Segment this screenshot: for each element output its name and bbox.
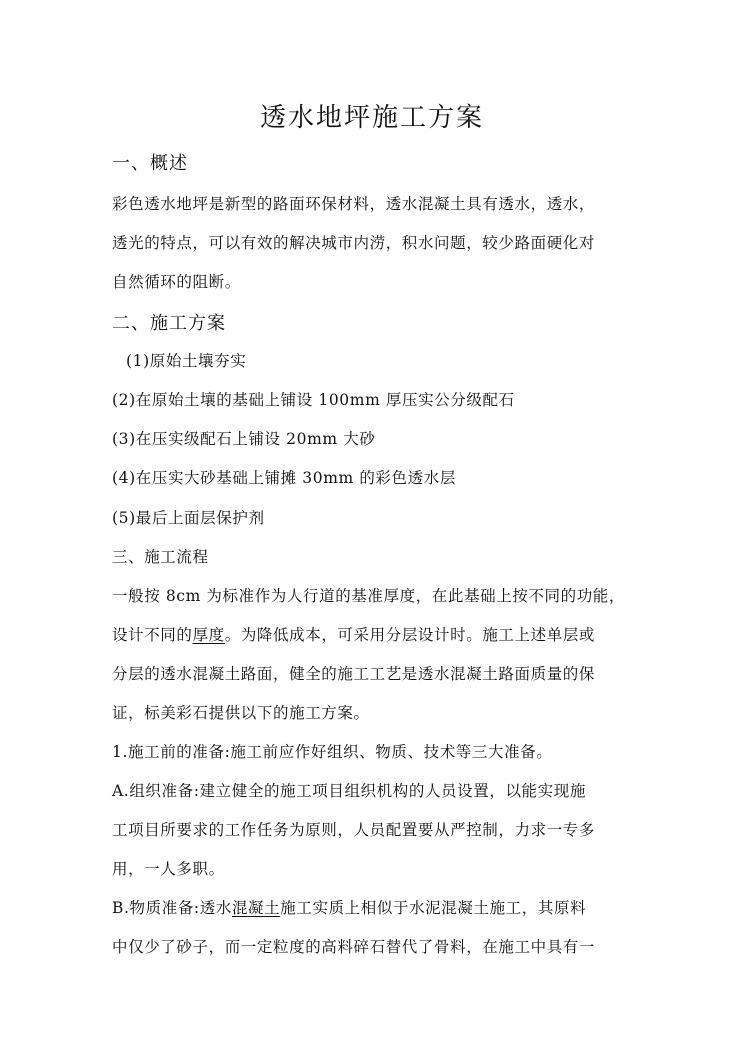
paragraph-line: 1.施工前的准备:施工前应作好组织、物质、技术等三大准备。 <box>112 743 553 761</box>
step-item: (5)最后上面层保护剂 <box>112 509 265 527</box>
step-item: (1)原始土壤夯实 <box>126 352 247 370</box>
underlined-term: 混凝土 <box>231 899 281 917</box>
step-item: (2)在原始土壤的基础上铺设 100mm 厚压实公分级配石 <box>112 391 515 409</box>
section-heading-process: 三、施工流程 <box>112 548 209 566</box>
paragraph-line: 中仅少了砂子，而一定粒度的高料碎石替代了骨料，在施工中具有一 <box>112 938 596 956</box>
paragraph-line: 彩色透水地坪是新型的路面环保材料，透水混凝土具有透水，透水， <box>112 195 596 213</box>
underlined-term: 厚度 <box>192 626 225 644</box>
text-run: 设计不同的 <box>112 626 193 644</box>
paragraph-line: 自然循环的阻断。 <box>112 273 241 291</box>
step-item: (3)在压实级配石上铺设 20mm 大砂 <box>112 430 376 448</box>
paragraph-line: 透光的特点，可以有效的解决城市内涝，积水问题，较少路面硬化对 <box>112 234 596 252</box>
paragraph-line: 工项目所要求的工作任务为原则，人员配置要从严控制，力求一专多 <box>112 821 596 839</box>
paragraph-line <box>112 623 642 647</box>
paragraph-line: 用，一人多职。 <box>112 860 225 878</box>
text-run: 施工实质上相似于水泥混凝土施工，其原料 <box>280 899 587 917</box>
text-run: 。为降低成本，可采用分层设计时。施工上述单层或 <box>224 626 596 644</box>
section-heading-overview: 一、概述 <box>112 153 188 174</box>
text-run: B.物质准备:透水 <box>112 899 232 917</box>
document-title: 透水地坪施工方案 <box>259 103 484 133</box>
paragraph-line: 分层的透水混凝土路面，健全的施工工艺是透水混凝土路面质量的保 <box>112 665 596 683</box>
paragraph-line: 一般按 8cm 为标准作为人行道的基准厚度，在此基础上按不同的功能， <box>112 587 625 605</box>
paragraph-line <box>112 896 642 920</box>
paragraph-line: 证，标美彩石提供以下的施工方案。 <box>112 704 370 722</box>
step-item: (4)在压实大砂基础上铺摊 30mm 的彩色透水层 <box>112 469 456 487</box>
section-heading-plan: 二、施工方案 <box>112 313 226 334</box>
paragraph-line: A.组织准备:建立健全的施工项目组织机构的人员设置，以能实现施 <box>112 782 586 800</box>
